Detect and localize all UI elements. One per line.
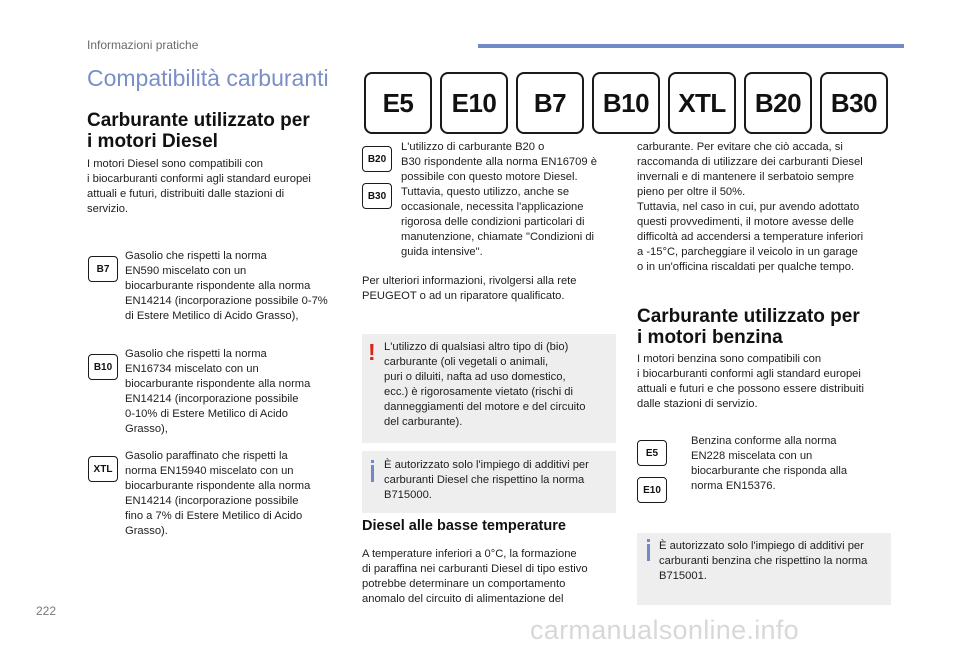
- fuel-label-b30: B30: [820, 72, 888, 134]
- fuel-label-b10: B10: [592, 72, 660, 134]
- low-temp-heading: Diesel alle basse temperature: [362, 518, 566, 534]
- fuel-label-b7: B7: [516, 72, 584, 134]
- diesel-info-text: È autorizzato solo l'impiego di additivi per carburanti Diesel che rispettino la norma B715000.: [384, 459, 589, 501]
- page-title: Compatibilità carburanti: [87, 65, 329, 91]
- petrol-info-text: È autorizzato solo l'impiego di additivi per carburanti benzina che rispettino la norma B715001.: [659, 540, 868, 582]
- warning-box: [362, 334, 616, 443]
- b7-description: Gasolio che rispetti la norma EN590 miscelato con un biocarburante rispondente alla norma EN14214 (incorporazione possibile 0-7% di Estere Metilico di Acido Grasso),: [125, 250, 328, 322]
- fuel-icon-xtl: XTL: [88, 456, 118, 482]
- fuel-icon-e10: E10: [637, 477, 667, 503]
- more-info-text: Per ulteriori informazioni, rivolgersi alla rete PEUGEOT o ad un riparatore qualificato.: [362, 275, 577, 302]
- warning-text: L'utilizzo di qualsiasi altro tipo di (bio) carburante (oli vegetali o animali, puri o diluiti, nafta ad uso domestico, ecc.) è rigorosamente vietato (rischi di danneggiamenti del motore e del circuito del carburante).: [384, 341, 586, 428]
- fuel-label-e5: E5: [364, 72, 432, 134]
- petrol-info-box: [637, 533, 891, 605]
- diesel-info-box: [362, 451, 616, 513]
- fuel-label-b20: B20: [744, 72, 812, 134]
- warning-exclamation-icon: !: [368, 339, 376, 365]
- fuel-icon-e5: E5: [637, 440, 667, 466]
- b20-b30-description: L'utilizzo di carburante B20 o B30 rispondente alla norma EN16709 è possibile con questo motore Diesel. Tuttavia, questo utilizzo, anche se occasionale, necessita l'applicazione rigorosa delle condizioni particolari di manutenzione, chiamate "Condizioni di guida intensive".: [401, 141, 597, 258]
- info-icon: [647, 544, 650, 561]
- fuel-icon-b10: B10: [88, 354, 118, 380]
- petrol-intro: I motori benzina sono compatibili con i biocarburanti conformi agli standard europei attuali e futuri e che possono essere distribuiti dalle stazioni di servizio.: [637, 353, 864, 410]
- fuel-icon-b20: B20: [362, 146, 392, 172]
- page-number: 222: [36, 604, 57, 618]
- petrol-heading: Carburante utilizzato per i motori benzina: [637, 306, 860, 348]
- low-temp-text-part1: A temperature inferiori a 0°C, la formazione di paraffina nei carburanti Diesel di tipo estivo potrebbe determinare un comportamento anomalo del circuito di alimentazione del: [362, 548, 588, 605]
- watermark: carmanualsonline.info: [530, 615, 799, 645]
- diesel-heading: Carburante utilizzato per i motori Diesel: [87, 110, 310, 152]
- e5-e10-description: Benzina conforme alla norma EN228 miscelata con un biocarburante che risponda alla norma EN15376.: [691, 435, 848, 492]
- fuel-label-row: [364, 72, 888, 134]
- info-icon: [371, 465, 374, 482]
- fuel-label-xtl: XTL: [668, 72, 736, 134]
- diesel-intro: I motori Diesel sono compatibili con i biocarburanti conformi agli standard europei attuali e futuri, distribuiti dalle stazioni di servizio.: [87, 158, 311, 215]
- header-accent-bar: [478, 44, 904, 48]
- section-header: Informazioni pratiche: [87, 38, 199, 52]
- xtl-description: Gasolio paraffinato che rispetti la norma EN15940 miscelato con un biocarburante rispondente alla norma EN14214 (incorporazione possibile fino a 7% di Estere Metilico di Acido Grasso).: [125, 450, 311, 537]
- low-temp-text-part2: carburante. Per evitare che ciò accada, si raccomanda di utilizzare dei carburanti Diesel invernali e di mantenere il serbatoio sempre pieno per oltre il 50%. Tuttavia, nel caso in cui, pur avendo adottato questi provvedimenti, il motore avesse delle difficoltà ad accendersi a temperature inferiori a -15°C, parcheggiare il veicolo in un garage o in un'officina riscaldati per qualche tempo.: [637, 141, 864, 273]
- fuel-icon-b30: B30: [362, 183, 392, 209]
- fuel-icon-b7: B7: [88, 256, 118, 282]
- b10-description: Gasolio che rispetti la norma EN16734 miscelato con un biocarburante rispondente alla norma EN14214 (incorporazione possibile 0-10% di Estere Metilico di Acido Grasso),: [125, 348, 311, 435]
- fuel-label-e10: E10: [440, 72, 508, 134]
